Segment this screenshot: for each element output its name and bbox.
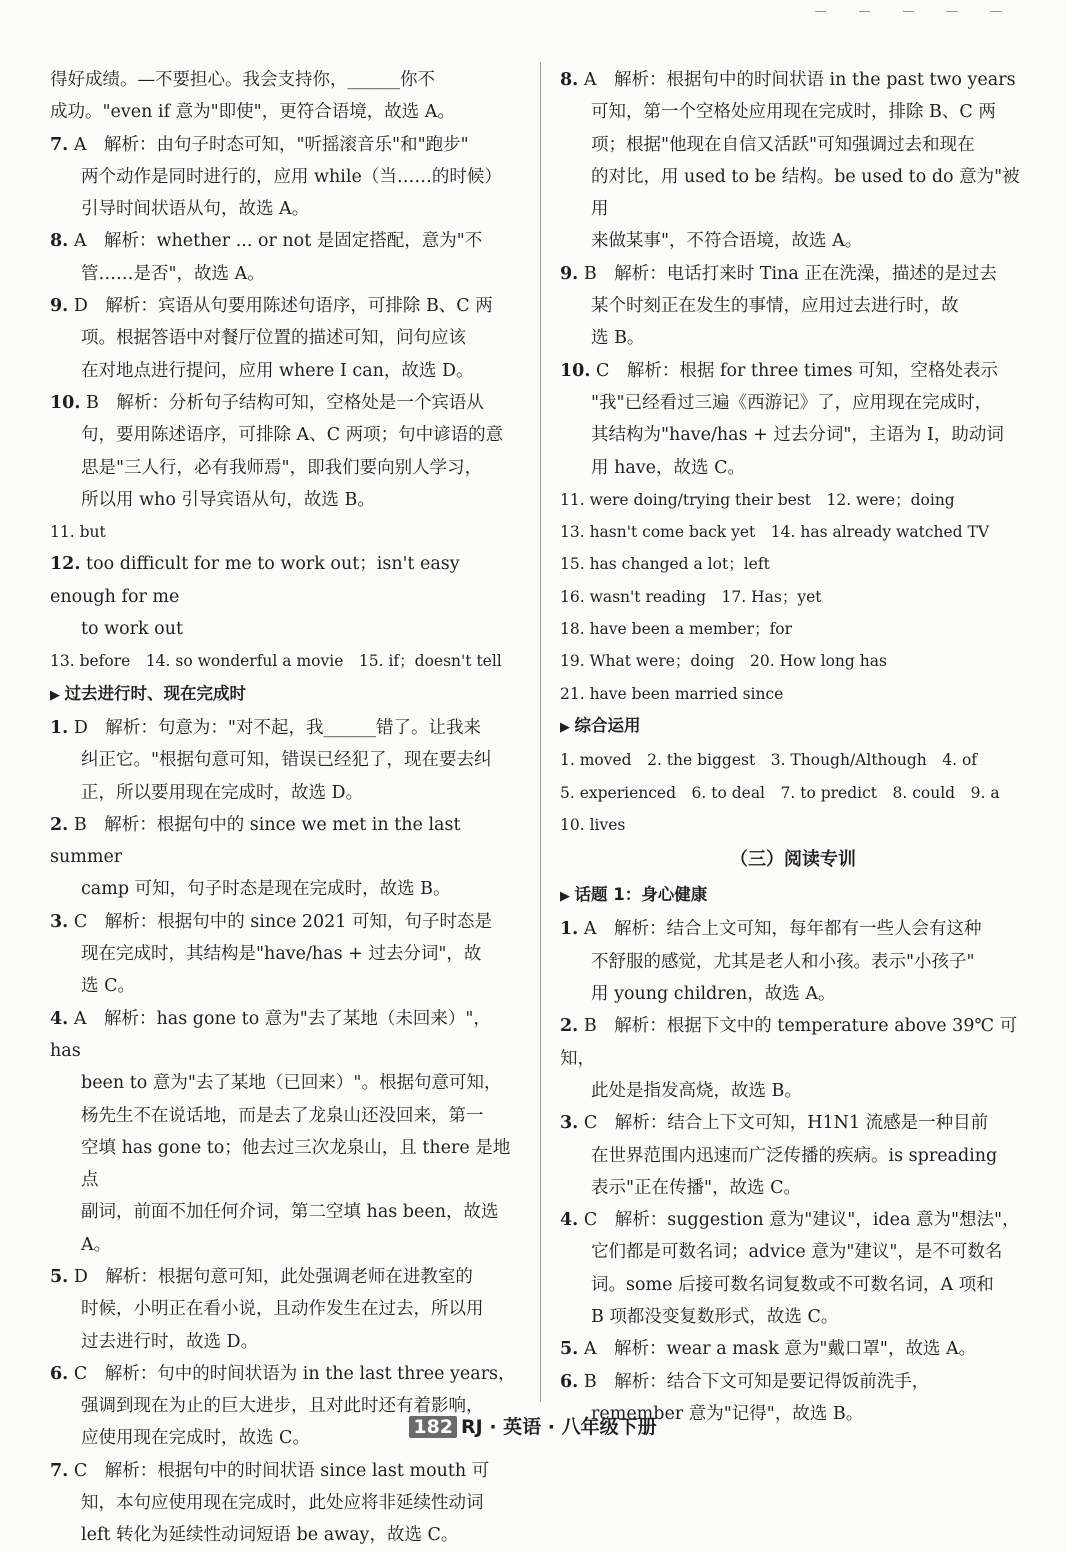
- entry-text: 某个时刻正在发生的事情，应用过去进行时，故: [591, 296, 959, 317]
- entry-text: C 解析：根据句中的时间状语 since last mouth 可: [73, 1460, 490, 1481]
- entry-line: [50, 938, 520, 970]
- entry-line: [50, 290, 520, 322]
- answer-entry: [560, 1333, 1026, 1365]
- section-heading-text: 综合运用: [574, 715, 641, 735]
- entry-text: 此处是指发高烧，故选 B。: [591, 1080, 802, 1101]
- entry-line: [560, 290, 1026, 322]
- entry-text: 副词，前面不加任何介词，第二空填 has been，故选 A。: [81, 1202, 499, 1255]
- answer-line: 15. has changed a lot；left: [560, 555, 770, 574]
- entry-line: [50, 1519, 520, 1551]
- entry-line: [50, 419, 520, 451]
- entry-line: [560, 1140, 1026, 1172]
- left-column: [50, 64, 520, 1552]
- answer-line: 18. have been a member；for: [560, 620, 793, 639]
- entry-text: D 解析：句意为："对不起，我______错了。让我来: [73, 717, 481, 738]
- entry-line: [50, 161, 520, 193]
- entry-text: 过去进行时，故选 D。: [81, 1331, 259, 1352]
- entry-line: [50, 1326, 520, 1358]
- entry-text: B 解析：电话打来时 Tina 正在洗澡，描述的是过去: [583, 263, 997, 284]
- entry-text: 所以用 who 引导宾语从句，故选 B。: [81, 489, 375, 510]
- question-number: 9.: [560, 263, 579, 284]
- entry-text: 得好成绩。—不要担心。我会支持你，______你不: [50, 70, 435, 90]
- question-number: 10.: [560, 360, 591, 381]
- section-heading: [560, 879, 1026, 913]
- entry-line: [560, 355, 1026, 387]
- answer-entry: [560, 1204, 1026, 1333]
- column-divider: [540, 62, 541, 1402]
- answer-entry: [560, 1107, 1026, 1204]
- question-number: 9.: [50, 296, 69, 317]
- question-number: 8.: [50, 231, 69, 252]
- entry-line: [50, 258, 520, 290]
- entry-text: 引导时间状语从句，故选 A。: [81, 199, 310, 220]
- entry-text: 句，要用陈述语序，可排除 A、C 两项；句中谚语的意: [81, 425, 504, 446]
- entry-text: B 项都没变复数形式，故选 C。: [591, 1306, 839, 1327]
- entry-text: 不舒服的感觉，尤其是老人和小孩。表示"小孩子": [591, 951, 975, 972]
- question-number: 1.: [560, 919, 579, 940]
- entry-text: 可知，第一个空格处应用现在完成时，排除 B、C 两: [591, 102, 996, 123]
- answer-line: 16. wasn't reading 17. Has；yet: [560, 587, 822, 606]
- entry-text: B 解析：结合下文可知是要记得饭前洗手，: [583, 1371, 930, 1392]
- question-number: 2.: [560, 1016, 579, 1037]
- answer-entry: [50, 129, 520, 226]
- entry-line: [560, 1075, 1026, 1107]
- entry-text: 表示"正在传播"，故选 C。: [591, 1177, 802, 1198]
- entry-text: 时候，小明正在看小说，且动作发生在过去，所以用: [81, 1299, 484, 1320]
- entry-line: [50, 225, 520, 257]
- entry-line: [560, 978, 1026, 1010]
- entry-text: B 解析：根据句中的 since we met in the last summer: [50, 814, 461, 868]
- entry-line: [50, 193, 520, 225]
- entry-text: 成功。"even if 意为"即使"，更符合语境，故选 A。: [50, 102, 455, 123]
- entry-text: 选 B。: [591, 328, 645, 349]
- answer-line: 11. but: [50, 523, 106, 542]
- section-heading-text: 过去进行时、现在完成时: [64, 683, 247, 703]
- section-title: （三）阅读专训: [730, 849, 856, 871]
- question-number: 6.: [560, 1371, 579, 1392]
- entry-text: 项。根据答语中对餐厅位置的描述可知，问句应该: [81, 328, 466, 349]
- entry-text: 两个动作是同时进行的，应用 while（当……的时候）: [81, 166, 502, 187]
- answer-entry: [50, 1455, 520, 1552]
- entry-line: [560, 64, 1026, 96]
- entry-text: D 解析：根据句意可知，此处强调老师在进教室的: [73, 1266, 473, 1287]
- answer-line: 1. moved 2. the biggest 3. Though/Although 4. of: [560, 751, 978, 770]
- entry-line: [50, 1003, 520, 1068]
- header-marks: — — — — —: [814, 4, 1016, 18]
- section-heading: [50, 678, 520, 712]
- entry-line: [560, 419, 1026, 451]
- entry-line: [560, 129, 1026, 161]
- question-number: 4.: [50, 1008, 69, 1029]
- entry-line: [560, 387, 1026, 419]
- entry-line: [560, 452, 1026, 484]
- question-number: 5.: [560, 1339, 579, 1360]
- entry-line: [560, 1107, 1026, 1139]
- entry-line: [50, 484, 520, 516]
- entry-line: [50, 1358, 520, 1390]
- entry-line: [50, 1100, 520, 1132]
- entry-text: 思是"三人行，必有我师焉"，即我们要向别人学习，: [81, 457, 483, 478]
- entry-line: [50, 322, 520, 354]
- question-number: 6.: [50, 1363, 69, 1384]
- entry-text: C 解析：根据句中的 since 2021 可知，句子时态是: [73, 911, 492, 932]
- entry-text: 空填 has gone to；他去过三次龙泉山，且 there 是地点: [81, 1137, 511, 1191]
- question-number: 7.: [50, 1460, 69, 1481]
- entry-line: [50, 1261, 520, 1293]
- entry-line: [50, 96, 520, 128]
- answer-line: 10. lives: [560, 815, 626, 834]
- entry-line: [560, 1366, 1026, 1398]
- answer-line: 21. have been married since: [560, 684, 784, 703]
- answer-entry: [50, 1003, 520, 1261]
- question-number: 7.: [50, 134, 69, 155]
- entry-line: [50, 744, 520, 776]
- entry-text: left 转化为延续性动词短语 be away，故选 C。: [81, 1525, 459, 1546]
- entry-text: A 解析：wear a mask 意为"戴口罩"，故选 A。: [583, 1339, 977, 1360]
- answer-entry: [50, 1358, 520, 1455]
- entry-text: 现在完成时，其结构是"have/has + 过去分词"，故: [81, 944, 482, 965]
- entry-line: [560, 913, 1026, 945]
- answer-entry: [50, 387, 520, 516]
- entry-text: C 解析：suggestion 意为"建议"，idea 意为"想法"，: [583, 1210, 1020, 1231]
- entry-text: A 解析：has gone to 意为"去了某地（未回来）"，has: [50, 1008, 491, 1061]
- answer-entry: [50, 290, 520, 387]
- answer-line: 11. were doing/trying their best 12. were；doing: [560, 490, 955, 509]
- entry-line: [560, 1204, 1026, 1236]
- answer-line: 13. hasn't come back yet 14. has already watched TV: [560, 523, 990, 542]
- entry-text: 用 young children，故选 A。: [591, 984, 836, 1005]
- entry-line: [50, 873, 520, 905]
- answer-entry: [50, 712, 520, 809]
- page-footer: [0, 1412, 1066, 1439]
- entry-text: B 解析：分析句子结构可知，空格处是一个宾语从: [86, 392, 484, 413]
- answer-entry: [560, 258, 1026, 355]
- entry-line: [50, 1455, 520, 1487]
- entry-text: 它们都是可数名词；advice 意为"建议"，是不可数名: [591, 1242, 1003, 1263]
- entry-text: A 解析：结合上文可知，每年都有一些人会有这种: [583, 919, 982, 940]
- entry-text: to work out: [81, 619, 184, 640]
- entry-line: [50, 355, 520, 387]
- entry-text: C 解析：句中的时间状语为 in the last three years，: [73, 1363, 516, 1384]
- entry-text: 管……是否"，故选 A。: [81, 263, 265, 284]
- entry-text: 在世界范围内迅速而广泛传播的疾病。is spreading: [591, 1145, 998, 1166]
- entry-text: B 解析：根据下文中的 temperature above 39℃ 可知，: [560, 1016, 1018, 1069]
- entry-text: A 解析：根据句中的时间状语 in the past two years: [583, 70, 1016, 90]
- entry-line: [50, 1067, 520, 1099]
- entry-line: [50, 1196, 520, 1261]
- question-number: 3.: [50, 911, 69, 932]
- entry-text: 用 have，故选 C。: [591, 457, 745, 478]
- answer-entry: [560, 64, 1026, 258]
- answer-line: 5. experienced 6. to deal 7. to predict 8. could 9. a: [560, 783, 1000, 802]
- entry-line: [50, 1487, 520, 1519]
- entry-text: 应使用现在完成时，故选 C。: [81, 1428, 310, 1449]
- entry-text: 强调到现在为止的巨大进步，且对此时还有着影响，: [81, 1396, 484, 1417]
- entry-line: [560, 946, 1026, 978]
- entry-text: A 解析：whether ... or not 是固定搭配，意为"不: [73, 231, 483, 252]
- answer-entry: [50, 809, 520, 906]
- question-number: 3.: [560, 1113, 579, 1134]
- entry-line: [50, 712, 520, 744]
- entry-line: [560, 322, 1026, 354]
- entry-text: 项；根据"他现在自信又活跃"可知强调过去和现在: [591, 134, 975, 155]
- answer-entry: [50, 225, 520, 290]
- question-number: 10.: [50, 392, 81, 413]
- answer-line: 13. before 14. so wonderful a movie 15. if；doesn't tell: [50, 652, 502, 671]
- triangle-marker-icon: ▶: [560, 719, 575, 735]
- entry-text: 来做某事"，不符合语境，故选 A。: [591, 231, 863, 252]
- answer-entry: [50, 906, 520, 1003]
- entry-line: [50, 970, 520, 1002]
- entry-line: [560, 1301, 1026, 1333]
- entry-line: [560, 1236, 1026, 1268]
- entry-text: 纠正它。"根据句意可知，错误已经犯了，现在要去纠: [81, 750, 492, 771]
- question-number: 2.: [50, 814, 69, 835]
- entry-text: too difficult for me to work out；isn't easy enough for me: [50, 554, 460, 607]
- entry-line: [560, 1269, 1026, 1301]
- entry-text: 的对比，用 used to be 结构。be used to do 意为"被用: [591, 166, 1020, 220]
- entry-line: [50, 129, 520, 161]
- entry-text: D 解析：宾语从句要用陈述句语序，可排除 B、C 两: [73, 296, 493, 317]
- triangle-marker-icon: ▶: [50, 687, 65, 703]
- entry-line: [560, 96, 1026, 128]
- entry-text: 选 C。: [81, 976, 135, 997]
- entry-line: [560, 1172, 1026, 1204]
- entry-line: [560, 225, 1026, 257]
- entry-text: been to 意为"去了某地（已回来）"。根据句意可知，: [81, 1073, 502, 1094]
- entry-line: [50, 1132, 520, 1197]
- entry-line: [50, 452, 520, 484]
- entry-line: [50, 809, 520, 874]
- question-number: 4.: [560, 1210, 579, 1231]
- entry-line: [50, 64, 520, 96]
- entry-text: 其结构为"have/has + 过去分词"，主语为 I，助动词: [591, 425, 1004, 446]
- entry-text: C 解析：结合上下文可知，H1N1 流感是一种目前: [583, 1113, 989, 1134]
- entry-text: C 解析：根据 for three times 可知，空格处表示: [596, 360, 998, 381]
- entry-line: [50, 1293, 520, 1325]
- section-heading: [560, 710, 1026, 744]
- entry-text: "我"已经看过三遍《西游记》了，应用现在完成时，: [591, 392, 993, 413]
- entry-line: [50, 387, 520, 419]
- entry-text: 正，所以要用现在完成时，故选 D。: [81, 782, 364, 803]
- continued-text: [50, 64, 520, 129]
- answer-entry: [50, 1261, 520, 1358]
- answer-entry: [560, 913, 1026, 1010]
- entry-text: 知，本句应使用现在完成时，此处应将非延续性动词: [81, 1493, 484, 1514]
- entry-text: 在对地点进行提问，应用 where I can，故选 D。: [81, 360, 474, 381]
- page-number: 182: [409, 1416, 457, 1438]
- answer-entry: [560, 1010, 1026, 1107]
- entry-line: [560, 161, 1026, 226]
- triangle-marker-icon: ▶: [560, 889, 575, 905]
- question-number: 12.: [50, 554, 81, 575]
- entry-line: [560, 1333, 1026, 1365]
- entry-text: 杨先生不在说话地，而是去了龙泉山还没回来，第一: [81, 1105, 484, 1126]
- entry-text: remember 意为"记得"，故选 B。: [591, 1403, 864, 1424]
- question-number: 1.: [50, 717, 69, 738]
- entry-line: [560, 258, 1026, 290]
- entry-text: camp 可知，句子时态是现在完成时，故选 B。: [81, 879, 451, 900]
- entry-line: [50, 613, 520, 645]
- answer-entry: [50, 548, 520, 645]
- entry-line: [50, 777, 520, 809]
- entry-text: 词。some 后接可数名词复数或不可数名词，A 项和: [591, 1274, 994, 1295]
- footer-title: RJ · 英语 · 八年级下册: [461, 1416, 657, 1438]
- answer-entry: [560, 355, 1026, 484]
- question-number: 8.: [560, 70, 579, 90]
- entry-line: [50, 548, 520, 613]
- entry-line: [50, 906, 520, 938]
- right-column: [560, 64, 1026, 1430]
- answer-line: 19. What were；doing 20. How long has: [560, 652, 887, 671]
- entry-text: A 解析：由句子时态可知，"听摇滚音乐"和"跑步": [73, 134, 469, 155]
- entry-line: [560, 1010, 1026, 1075]
- question-number: 5.: [50, 1266, 69, 1287]
- section-heading-text: 话题 1：身心健康: [574, 885, 708, 905]
